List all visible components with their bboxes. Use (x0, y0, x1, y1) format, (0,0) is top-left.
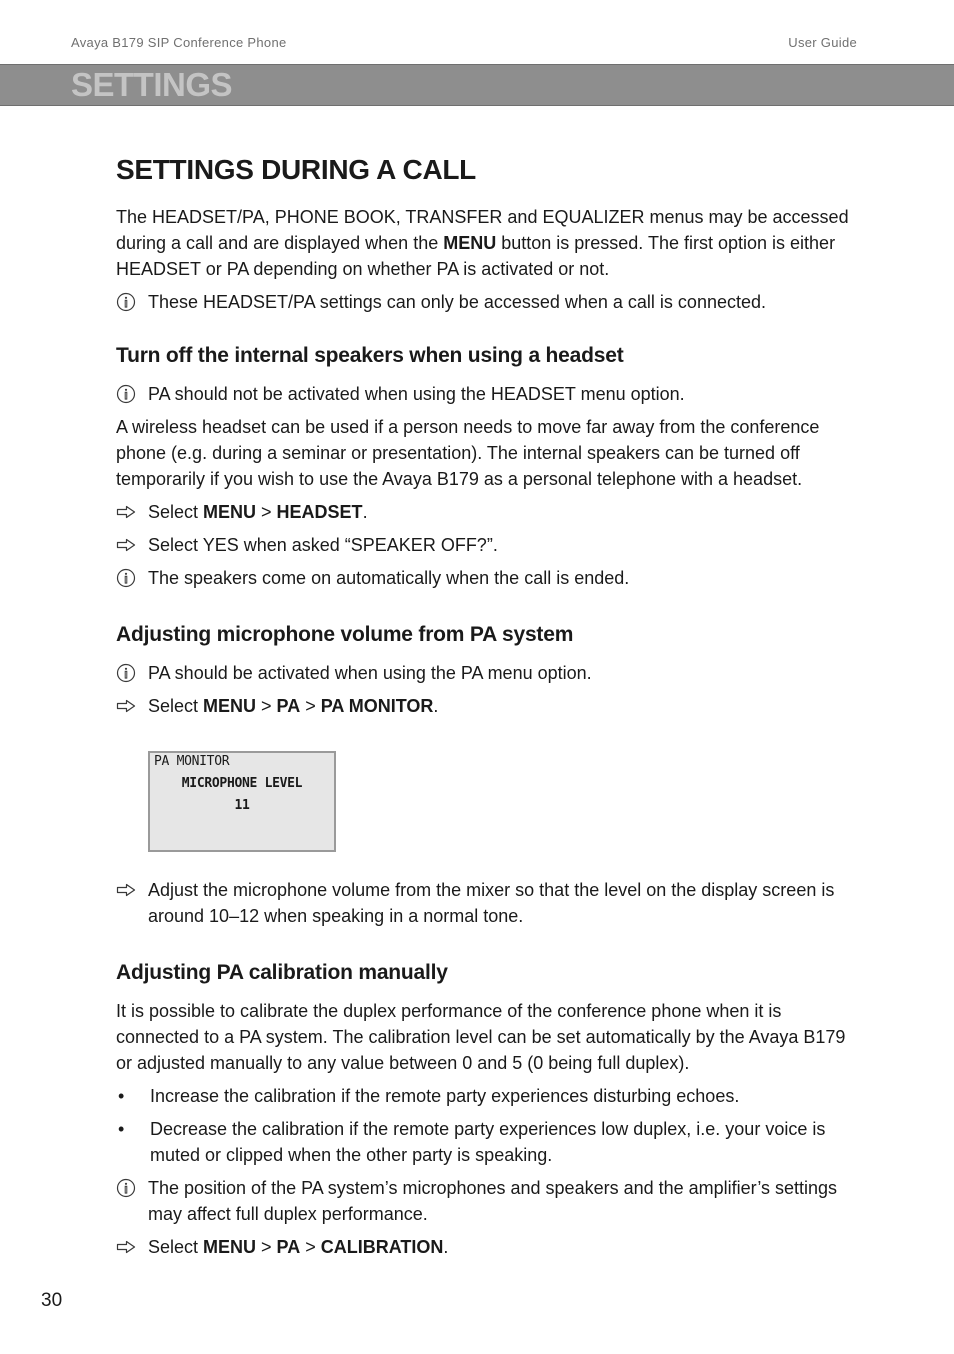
page-title: SETTINGS DURING A CALL (116, 154, 476, 185)
section-heading-calibration: Adjusting PA calibration manually (116, 961, 448, 984)
bullet-row (116, 1116, 860, 1168)
note-row (116, 381, 860, 407)
bullet-marker: • (118, 1119, 125, 1139)
step-row (116, 499, 860, 525)
step-text: Adjust the microphone volume from the mixer so that the level on the display screen is around 10–12 when speaking in a normal tone. (148, 880, 835, 926)
note-row (116, 289, 860, 315)
step-row (116, 693, 860, 719)
info-icon (116, 1175, 148, 1201)
arrow-right-icon (116, 532, 148, 558)
bullet-marker: • (118, 1086, 125, 1106)
page-number: 30 (41, 1290, 63, 1311)
note-row (116, 565, 860, 591)
info-icon (116, 660, 148, 686)
display-screen (148, 751, 336, 852)
screen-line-value: 11 (234, 798, 250, 813)
arrow-right-icon (116, 693, 148, 719)
calibration-paragraph: It is possible to calibrate the duplex performance of the conference phone when it is connected to a PA system. The calibration level can be set automatically by the Avaya B179 or adjusted manually to any value between 0 and 5 (0 being full duplex). (116, 1001, 846, 1073)
section-heading-mic: Adjusting microphone volume from PA system (116, 623, 574, 646)
section-band (0, 64, 954, 106)
headset-paragraph: A wireless headset can be used if a person needs to move far away from the conference phone (e.g. during a seminar or presentation). The internal speakers can be turned off temporarily if you wish to use the Avaya B179 as a personal telephone with a headset. (116, 417, 820, 489)
arrow-right-icon (116, 877, 148, 903)
note-text: The speakers come on automatically when the call is ended. (148, 568, 630, 588)
bullet-text: Decrease the calibration if the remote party experiences low duplex, i.e. your voice is muted or clipped when the other party is speaking. (150, 1119, 826, 1165)
header-product: Avaya B179 SIP Conference Phone (71, 35, 287, 50)
step-row (116, 877, 860, 929)
step-text: Select MENU > PA > CALIBRATION. (148, 1237, 449, 1257)
note-row (116, 660, 860, 686)
note-text: PA should be activated when using the PA menu option. (148, 663, 592, 683)
step-text: Select MENU > PA > PA MONITOR. (148, 696, 439, 716)
bullet-row (116, 1083, 860, 1109)
step-text: Select YES when asked “SPEAKER OFF?”. (148, 535, 498, 555)
section-band-title: SETTINGS (71, 66, 233, 103)
note-text: These HEADSET/PA settings can only be accessed when a call is connected. (148, 292, 766, 312)
running-header (71, 35, 857, 50)
bullet-text: Increase the calibration if the remote party experiences disturbing echoes. (150, 1086, 740, 1106)
screen-line-label: MICROPHONE LEVEL (181, 776, 303, 791)
info-icon (116, 381, 148, 407)
section-heading-headset: Turn off the internal speakers when using a headset (116, 344, 624, 367)
note-text: PA should not be activated when using the HEADSET menu option. (148, 384, 685, 404)
arrow-right-icon (116, 499, 148, 525)
step-text: Select MENU > HEADSET. (148, 502, 368, 522)
header-doc-type: User Guide (788, 35, 857, 50)
info-icon (116, 565, 148, 591)
screen-title: PA MONITOR (154, 754, 230, 769)
note-row (116, 1175, 860, 1227)
page-content (116, 150, 860, 1267)
step-row (116, 532, 860, 558)
arrow-right-icon (116, 1234, 148, 1260)
intro-paragraph: The HEADSET/PA, PHONE BOOK, TRANSFER and EQUALIZER menus may be accessed during a call and are displayed when the MENU button is pressed. The first option is either HEADSET or PA depending on whether PA is activated or not. (116, 207, 849, 279)
info-icon (116, 289, 148, 315)
note-text: The position of the PA system’s microphones and speakers and the amplifier’s settings may affect full duplex performance. (148, 1178, 838, 1224)
step-row (116, 1234, 860, 1260)
